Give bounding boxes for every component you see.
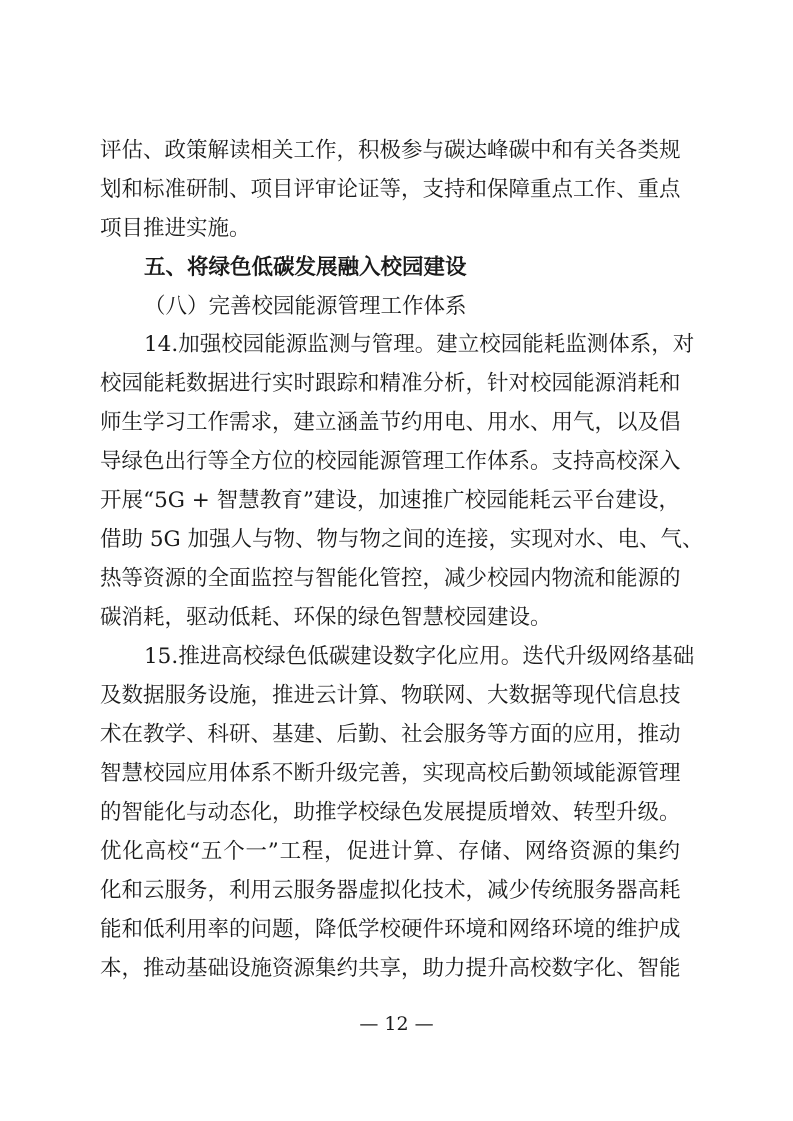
body-line: 本，推动基础设施资源集约共享，助力提升高校数字化、智能 (100, 956, 681, 981)
body-line: 智慧校园应用体系不断升级完善，实现高校后勤领域能源管理 (100, 761, 681, 786)
body-line: 化和云服务，利用云服务器虚拟化技术，减少传统服务器高耗 (100, 878, 681, 903)
paragraph-first-line: 14.加强校园能源监测与管理。建立校园能耗监测体系，对 (144, 332, 695, 357)
body-line: 碳消耗，驱动低耗、环保的绿色智慧校园建设。 (100, 605, 552, 630)
body-line: 能和低利用率的问题，降低学校硬件环境和网络环境的维护成 (100, 917, 681, 942)
body-line: 评估、政策解读相关工作，积极参与碳达峰碳中和有关各类规 (100, 138, 681, 163)
subsection-heading: （八）完善校园能源管理工作体系 (144, 294, 467, 319)
body-line: 开展“5G + 智慧教育”建设，加速推广校园能耗云平台建设， (100, 488, 680, 513)
body-line: 师生学习工作需求，建立涵盖节约用电、用水、用气，以及倡 (100, 410, 681, 435)
page-number: — 12 — (359, 1013, 434, 1035)
body-line: 划和标准研制、项目评审论证等，支持和保障重点工作、重点 (100, 177, 681, 202)
body-line: 借助 5G 加强人与物、物与物之间的连接，实现对水、电、气、 (100, 527, 704, 552)
body-line: 导绿色出行等全方位的校园能源管理工作体系。支持高校深入 (100, 449, 681, 474)
body-line: 校园能耗数据进行实时跟踪和精准分析，针对校园能源消耗和 (100, 371, 681, 396)
section-heading: 五、将绿色低碳发展融入校园建设 (144, 255, 467, 280)
body-line: 术在教学、科研、基建、后勤、社会服务等方面的应用，推动 (100, 722, 681, 747)
body-line: 及数据服务设施，推进云计算、物联网、大数据等现代信息技 (100, 683, 681, 708)
body-line: 项目推进实施。 (100, 216, 251, 241)
paragraph-first-line: 15.推进高校绿色低碳建设数字化应用。迭代升级网络基础 (144, 644, 695, 669)
body-line: 热等资源的全面监控与智能化管控，减少校园内物流和能源的 (100, 566, 681, 591)
body-line: 的智能化与动态化，助推学校绿色发展提质增效、转型升级。 (100, 800, 681, 825)
body-line: 优化高校“五个一”工程，促进计算、存储、网络资源的集约 (100, 839, 680, 864)
